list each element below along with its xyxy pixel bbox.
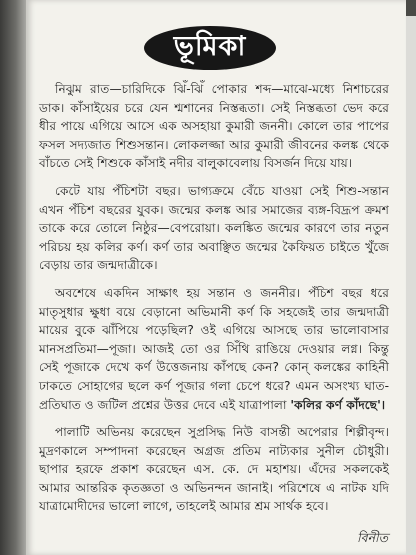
paragraph-4: পালাটি অভিনয় করেছেন সুপ্রসিদ্ধ নিউ বাসন্তী অপেরার শিল্পীবৃন্দ। মুদ্রণকালে সম্পাদনা করেছেন অগ্রজ প্রতিম নাট্যকার সুনীল চৌধুরী। ছাপার হরফে প্রকাশ করেছেন এস. কে. দে মহাশয়। এঁদের সকলকেই আমার আন্তরিক কৃতজ্ঞতা ও অভিনন্দন জানাই। পরিশেষে এ নাটক যদি যাত্রামোদীদের ভালো লাগে, তাহলেই আমার শ্রম সার্থক হবে।	[39, 425, 389, 514]
paragraph-3	[39, 284, 389, 414]
preface-body	[39, 80, 389, 525]
paragraph-1: নিঝুম রাত—চারিদিকে ঝিঁ-ঝিঁ পোকার শব্দ—মাঝে-মধ্যে নিশাচরের ডাক। কাঁসাইয়ের চরে যেন শ্মশানের নিস্তব্ধতা। সেই নিস্তব্ধতা ভেদ করে ধীর পায়ে এগিয়ে আসে এক অসহায়া কুমারী জননী। কোলে তার পাপের ফসল সদ্যজাত শিশুসন্তান। লোকলজ্জা আর কুমারী জীবনের কলঙ্ক থেকে বাঁচতে সেই শিশুকে কাঁসাই নদীর বালুকাবেলায় বিসর্জন দিয়ে যায়।	[39, 82, 389, 171]
paragraph-2: কেটে যায় পঁচিশটা বছর। ভাগ্যক্রমে বেঁচে যাওয়া সেই শিশু-সন্তান এখন পঁচিশ বছরের যুবক। জন্মের কলঙ্ক আর সমাজের ব্যঙ্গ-বিদ্রূপ ক্রমশ তাকে করে তোলে নিষ্ঠুর—বেপরোয়া। কলঙ্কিত জন্মের কারণে তার নতুন পরিচয় হয় কলির কর্ণ। কর্ণ তার অবাঞ্ছিত জন্মের কৈফিয়ত চাইতে খুঁজে বেড়ায় তার জন্মদাত্রীকে।	[39, 183, 389, 273]
signoff: বিনীত	[357, 530, 388, 545]
book-page	[26, 0, 406, 555]
paragraph-3-text: অবশেষে একদিন সাক্ষাৎ হয় সন্তান ও জননীর। পঁচিশ বছর ধরে মাতৃসুধার ক্ষুধা বয়ে বেড়ানো অভিমানী কর্ণ কি সহজেই তার জন্মদাত্রী মায়ের বুকে ঝাঁপিয়ে পড়েছিল? ওই এগিয়ে আসছে তার ভালোবাসার মানসপ্রতিমা—পূজা। আজই তো ওর সিঁথি রাঙিয়ে দেওয়ার লগ্ন। কিন্তু সেই পূজাকে দেখে কর্ণ উত্তেজনায় কাঁপছে কেন? কোন্ কলঙ্কের কাহিনী ঢাকতে সোহাগের ছলে কর্ণ পূজার গলা চেপে ধরে? এমন অসংখ্য ঘাত-প্রতিঘাত ও জটিল প্রশ্নের উত্তর দেবে এই যাত্রাপালা	[39, 285, 389, 412]
title-badge	[144, 26, 276, 70]
page-title: ভূমিকা	[173, 30, 247, 62]
play-title-quote: 'কলির কর্ণ কাঁদছে'।	[290, 397, 386, 412]
book-spine-shadow	[0, 0, 26, 555]
